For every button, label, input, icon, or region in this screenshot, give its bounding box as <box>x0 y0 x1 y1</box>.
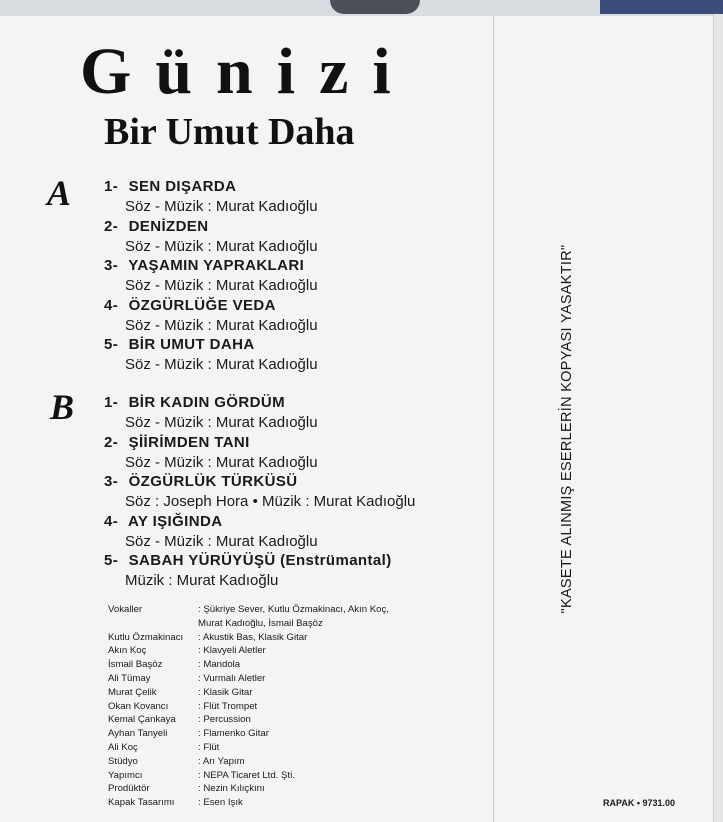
credit-name: : Klavyeli Aletler <box>198 644 266 658</box>
side-a-label: A <box>47 173 72 213</box>
credit-role: İsmail Başöz <box>108 659 163 671</box>
top-photo-dark-area <box>330 0 420 14</box>
credit-name: : Şükriye Sever, Kutlu Özmakinacı, Akın Koç, Murat Kadıoğlu, İsmail Başöz <box>198 603 389 631</box>
credit-role: Ayhan Tanyeli <box>108 728 168 740</box>
track-number: 3- <box>104 473 119 491</box>
credit-name: : NEPA Ticaret Ltd. Şti. <box>198 769 295 783</box>
credit-row <box>108 631 389 645</box>
album-title: Bir Umut Daha <box>104 111 355 153</box>
credit-name: : Arı Yapım <box>198 755 245 769</box>
credit-role: Kemal Çankaya <box>108 714 176 726</box>
track-title <box>104 551 415 571</box>
credit-name: : Nezin Kılıçkını <box>198 782 265 796</box>
track-credit: Söz - Müzik : Murat Kadıoğlu <box>125 356 318 374</box>
credits-list <box>108 603 389 810</box>
credit-role: Kapak Tasarımı <box>108 797 175 809</box>
credit-name: : Esen Işık <box>198 796 243 810</box>
side-b-tracklist <box>104 393 415 591</box>
track-item <box>104 335 318 375</box>
track-title <box>104 335 318 355</box>
track-credit: Söz - Müzik : Murat Kadıoğlu <box>125 237 318 255</box>
side-a-tracklist <box>104 177 318 375</box>
credit-role: Kutlu Özmakinacı <box>108 631 184 643</box>
track-number: 3- <box>104 257 119 275</box>
track-number: 1- <box>104 178 119 195</box>
copyright-notice <box>551 199 583 659</box>
track-credit: Söz - Müzik : Murat Kadıoğlu <box>125 453 318 471</box>
credit-row <box>108 603 389 631</box>
credit-name: : Vurmalı Aletler <box>198 672 265 686</box>
track-credit: Söz - Müzik : Murat Kadıoğlu <box>125 414 318 431</box>
track-number: 4- <box>104 512 119 530</box>
track-item <box>104 296 318 336</box>
track-title <box>104 393 415 413</box>
credit-role: Akın Koç <box>108 645 147 657</box>
track-number: 5- <box>104 552 119 570</box>
credit-name: : Flüt Trompet <box>198 700 257 714</box>
track-title <box>104 512 415 532</box>
track-credit: Söz - Müzik : Murat Kadıoğlu <box>125 277 318 295</box>
credit-role: Vokaller <box>108 604 143 615</box>
track-name: BİR KADIN GÖRDÜM <box>128 394 285 411</box>
track-name: SABAH YÜRÜYÜŞÜ (Enstrümantal) <box>128 552 392 570</box>
track-title <box>104 217 318 237</box>
cover-edge <box>713 14 723 822</box>
credit-row <box>108 769 389 783</box>
track-item <box>104 512 415 552</box>
credit-row <box>108 658 389 672</box>
credit-row <box>108 713 389 727</box>
credit-row <box>108 741 389 755</box>
credit-role: Ali Koç <box>108 741 138 753</box>
track-name: BİR UMUT DAHA <box>128 336 255 354</box>
track-name: ÖZGÜRLÜĞE VEDA <box>128 296 276 314</box>
track-name: AY IŞIĞINDA <box>128 512 223 530</box>
track-credit: Söz - Müzik : Murat Kadıoğlu <box>125 198 318 215</box>
credit-name: : Flüt <box>198 741 219 755</box>
track-item <box>104 256 318 296</box>
track-title <box>104 256 318 276</box>
credit-role: Murat Çelik <box>108 686 157 698</box>
credit-name: : Mandola <box>198 658 240 672</box>
track-item <box>104 177 318 217</box>
track-credit: Söz - Müzik : Murat Kadıoğlu <box>125 532 318 550</box>
credit-role: Stüdyo <box>108 755 138 767</box>
credit-role: Okan Kovancı <box>108 700 169 712</box>
track-credit: Söz - Müzik : Murat Kadıoğlu <box>125 316 318 334</box>
track-item <box>104 217 318 257</box>
side-b-label: B <box>50 387 75 427</box>
track-name: ŞİİRİMDEN TANI <box>128 433 250 451</box>
credit-name: : Flamenko Gitar <box>198 727 269 741</box>
track-item <box>104 433 415 473</box>
track-title <box>104 433 415 453</box>
catalog-number: RAPAK • 9731.00 <box>603 798 676 808</box>
track-name: SEN DIŞARDA <box>128 178 237 195</box>
credit-name: : Klasik Gitar <box>198 686 252 700</box>
credit-row <box>108 755 389 769</box>
credit-role: Prodüktör <box>108 783 150 795</box>
credit-role: Yapımcı <box>108 769 143 781</box>
track-item <box>104 472 415 512</box>
credit-row <box>108 796 389 810</box>
credit-role: Ali Tümay <box>108 672 151 684</box>
track-title <box>104 177 318 197</box>
credit-row <box>108 727 389 741</box>
credit-name: : Percussion <box>198 713 251 727</box>
credit-row <box>108 782 389 796</box>
track-number: 1- <box>104 394 119 411</box>
credit-name: : Akustik Bas, Klasik Gitar <box>198 631 307 645</box>
fold-line <box>493 14 494 822</box>
track-item <box>104 393 415 433</box>
copyright-notice-text: "KASETE ALINMIŞ ESERLERİN KOPYASI YASAKTIR" <box>559 244 575 614</box>
track-number: 2- <box>104 433 119 451</box>
top-photo-blue-area <box>600 0 723 14</box>
track-number: 5- <box>104 336 119 354</box>
track-number: 4- <box>104 296 119 314</box>
track-title <box>104 472 415 492</box>
track-title <box>104 296 318 316</box>
track-credit: Söz : Joseph Hora • Müzik : Murat Kadıoğlu <box>125 493 416 511</box>
artist-name: Günizi <box>80 35 415 108</box>
track-credit: Müzik : Murat Kadıoğlu <box>125 572 279 590</box>
credit-row <box>108 644 389 658</box>
track-name: YAŞAMIN YAPRAKLARI <box>128 257 305 275</box>
track-number: 2- <box>104 217 119 235</box>
track-name: ÖZGÜRLÜK TÜRKÜSÜ <box>128 473 298 491</box>
track-name: DENİZDEN <box>128 217 209 235</box>
credit-row <box>108 686 389 700</box>
credit-row <box>108 672 389 686</box>
track-item <box>104 551 415 591</box>
credit-row <box>108 700 389 714</box>
